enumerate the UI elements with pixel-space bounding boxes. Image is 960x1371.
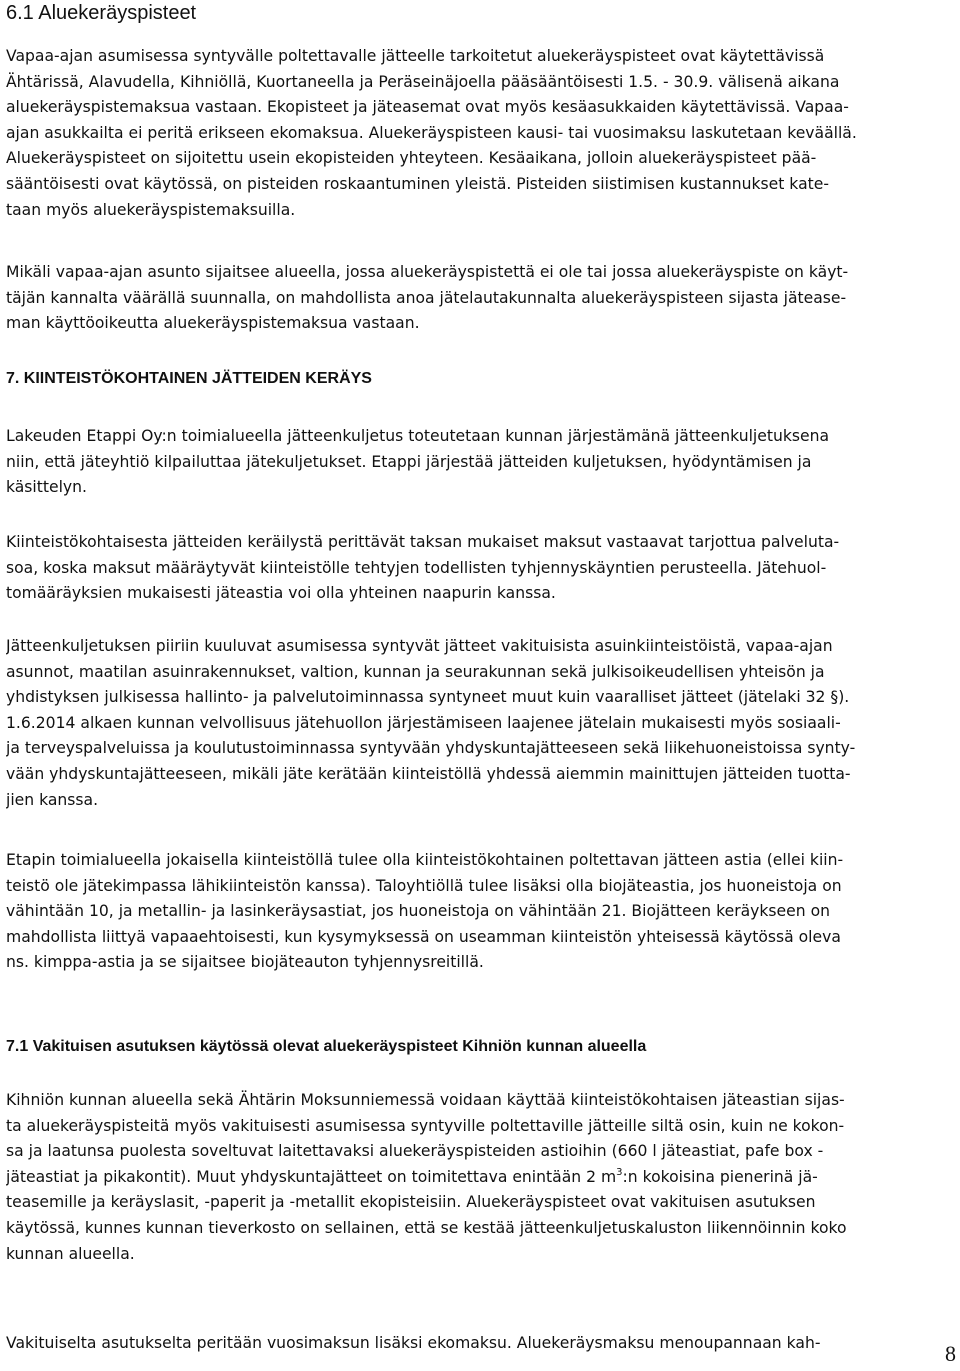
section-7-1-paragraph-2	[6, 1331, 950, 1357]
text-line: mahdollista liittyä vapaaehtoisesti, kun kysymyksessä on useamman kiinteistön yhteisessä käytössä oleva	[6, 927, 841, 946]
section-7-paragraph-3	[6, 634, 950, 813]
text-line: Vapaa-ajan asumisessa syntyvälle poltettavalle jätteelle tarkoitetut aluekeräyspisteet ovat käytettävissä	[6, 47, 825, 65]
text-line: ja terveyspalveluissa ja koulutustoiminnassa syntyvään yhdyskuntajätteeseen sekä liikehuoneistoissa synty-	[6, 739, 856, 758]
text-line: Mikäli vapaa-ajan asunto sijaitsee alueella, jossa aluekeräyspistettä ei ole tai jossa aluekeräyspiste on käyt-	[6, 263, 849, 281]
section-7-paragraph-4	[6, 848, 950, 976]
section-6-1-paragraph-1	[6, 44, 950, 223]
text-line: taan myös aluekeräyspistemaksuilla.	[6, 200, 296, 219]
text-line: aluekeräyspistemaksua vastaan. Ekopisteet ja jäteasemat ovat myös kesäasukkaiden käytettävissä. Vapaa-	[6, 98, 849, 117]
text-line: tomääräyksien mukaisesti jäteastia voi olla yhteinen naapurin kanssa.	[6, 584, 556, 603]
text-line: Kihniön kunnan alueella sekä Ähtärin Moksunniemessä voidaan käyttää kiinteistökohtaisen jäteastian sijas-	[6, 1091, 845, 1109]
text-line: soa, koska maksut määräytyvät kiinteistölle tehtyjen todellisten tyhjennyskäyntien perusteella. Jätehuol-	[6, 558, 827, 577]
text-line: käytössä, kunnes kunnan tieverkosto on sellainen, että se kestää jätteenkuljetuskaluston liikennöinnin koko	[6, 1218, 847, 1237]
text-line: sääntöisesti ovat käytössä, on pisteiden roskaantuminen yleistä. Pisteiden siistimisen kustannukset kate-	[6, 174, 829, 193]
text-line: vähintään 10, ja metallin- ja lasinkeräysastiat, jos huoneistoja on vähintään 21. Biojätteen keräykseen on	[6, 902, 831, 921]
section-6-1-heading: 6.1 Aluekeräyspisteet	[6, 2, 197, 24]
section-7-1-heading: 7.1 Vakituisen asutuksen käytössä olevat aluekeräyspisteet Kihniön kunnan alueella	[6, 1038, 647, 1055]
text-line: teistö ole jätekimpassa lähikiinteistön kanssa). Taloyhtiöllä tulee lisäksi olla biojäteastia, jos huoneistoja on	[6, 876, 842, 895]
text-line: yhdistyksen julkisessa hallinto- ja palvelutoiminnassa syntyneet muut kuin vaaralliset jätteet (jätelaki 32 §).	[6, 688, 850, 707]
text-line: man käyttöoikeutta aluekeräyspistemaksua vastaan.	[6, 314, 420, 333]
text-line: ns. kimppa-astia ja se sijaitsee biojäteauton tyhjennysreitillä.	[6, 953, 484, 972]
text-line: niin, että jäteyhtiö kilpailuttaa jätekuljetukset. Etappi järjestää jätteiden kuljetuksen, hyödyntämisen ja	[6, 452, 812, 471]
text-line: Jätteenkuljetuksen piiriin kuuluvat asumisessa syntyvät jätteet vakituisista asuinkiinteistöistä, vapaa-ajan	[6, 637, 833, 655]
text-line: asunnot, maatilan asuinrakennukset, valtion, kunnan ja seurakunnan sekä julkisoikeudellisen yhteisön ja	[6, 662, 825, 681]
text-line: Ähtärissä, Alavudella, Kihniöllä, Kuortaneella ja Peräseinäjoella pääsääntöisesti 1.5. - 30.9. välisenä aikana	[6, 72, 840, 91]
section-7-1-paragraph-1	[6, 1088, 950, 1267]
page-number: 8	[945, 1341, 956, 1366]
text-line: kunnan alueella.	[6, 1244, 135, 1263]
text-line: Aluekeräyspisteet on sijoitettu usein ekopisteiden yhteyteen. Kesäaikana, jolloin aluekeräyspisteet pää-	[6, 149, 817, 168]
superscript: 3	[616, 1166, 623, 1178]
section-7-paragraph-2	[6, 530, 950, 607]
text-line: ajan asukkailta ei peritä erikseen ekomaksua. Aluekeräyspisteen kausi- tai vuosimaksu laskutetaan keväällä.	[6, 123, 857, 142]
section-6-1-paragraph-2	[6, 260, 950, 337]
text-line: Vakituiselta asutukselta peritään vuosimaksun lisäksi ekomaksu. Aluekeräysmaksu menoupannaan kah-	[6, 1334, 821, 1352]
text-fragment: jäteastiat ja pikakontit). Muut yhdyskuntajätteet on toimitettava enintään 2 m	[6, 1167, 617, 1186]
text-line: täjän kannalta väärällä suunnalla, on mahdollista anoa jätelautakunnalta aluekeräyspisteen sijasta jäteasе-	[6, 288, 847, 307]
text-line: ta aluekeräyspisteitä myös vakituisesti asumisessa syntyville poltettaville jätteille siltä osin, kuin ne kokon-	[6, 1116, 845, 1135]
text-line	[6, 1165, 950, 1191]
text-line: teasemille ja keräyslasit, -paperit ja -metallit ekopisteisiin. Aluekeräyspisteet ovat vakituisen asutuksen	[6, 1193, 816, 1212]
text-line: vään yhdyskuntajätteeseen, mikäli jäte kerätään kiinteistöllä yhdessä aiemmin mainittujen jätteiden tuotta-	[6, 764, 851, 783]
section-7-paragraph-1	[6, 424, 950, 501]
text-line: sa ja laatunsa puolesta soveltuvat laitettavaksi aluekeräyspisteiden astioihin (660 l jäteastiat, pafe box -	[6, 1142, 824, 1161]
text-line: käsittelyn.	[6, 478, 87, 497]
text-line: Etapin toimialueella jokaisella kiinteistöllä tulee olla kiinteistökohtainen poltettavan jätteen astia (ellei kiin-	[6, 851, 844, 869]
text-line: 1.6.2014 alkaen kunnan velvollisuus jätehuollon järjestämiseen laajenee jätelain mukaisesti myös sosiaali-	[6, 713, 841, 732]
text-line: Lakeuden Etappi Oy:n toimialueella jätteenkuljetus toteutetaan kunnan järjestämänä jätteenkuljetuksena	[6, 427, 830, 445]
text-line: Kiinteistökohtaisesta jätteiden keräilystä perittävät taksan mukaiset maksut vastaavat tarjottua palveluta-	[6, 533, 840, 551]
text-line: jien kanssa.	[6, 790, 99, 809]
section-7-heading: 7. KIINTEISTÖKOHTAINEN JÄTTEIDEN KERÄYS	[6, 370, 372, 387]
text-fragment: :n kokoisina pienerinä jä-	[622, 1167, 818, 1186]
